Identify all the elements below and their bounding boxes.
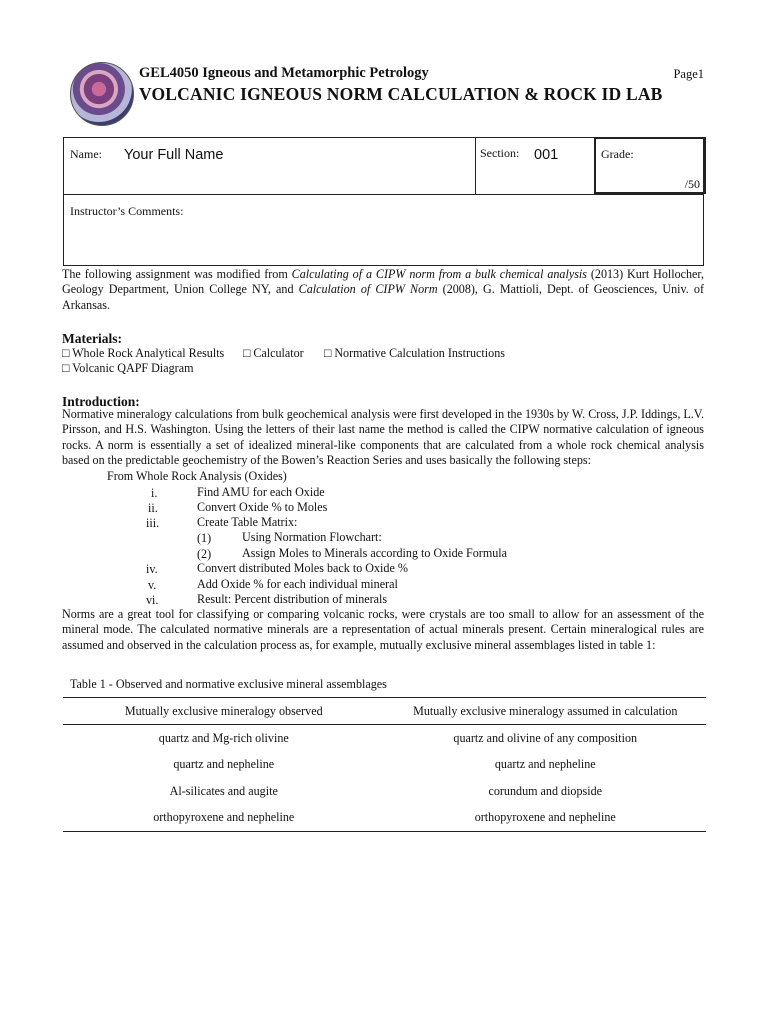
section-label: Section: — [480, 146, 520, 160]
introduction-heading: Introduction: — [62, 394, 140, 409]
step-number: (1) — [197, 531, 212, 545]
step-text: Find AMU for each Oxide — [197, 485, 325, 499]
table-caption: Table 1 - Observed and normative exclusive mineral assemblages — [70, 677, 387, 691]
step-number: iii. — [146, 516, 160, 530]
credit-text: (2008), G. Mattioli, Dept. of Geosciences, Univ. of Arkansas. — [62, 282, 704, 312]
table-header-row — [63, 698, 706, 725]
table-header: Mutually exclusive mineralogy observed — [63, 698, 385, 725]
step-text: Convert Oxide % to Moles — [197, 500, 328, 514]
step-number: v. — [148, 578, 157, 592]
step-text: Convert distributed Moles back to Oxide % — [197, 561, 408, 575]
info-divider — [64, 194, 703, 195]
introduction-paragraph: Normative mineralogy calculations from bulk geochemical analysis were first developed in the 1930s by W. Cross, J.P. Iddings, L.V. Pirsson, and H.S. Washington. Using the letters of their last name the method is called the CIPW normative calculation of igneous rocks. A norm is essentially a set of idealized mineral-like components that are calculated from a whole rock chemical analysis based on the predictable geochemistry of the Bowen’s Reaction Series and uses basically the following steps: — [62, 407, 704, 467]
material-item: □ Volcanic QAPF Diagram — [62, 361, 194, 375]
name-label: Name: — [70, 147, 102, 161]
table-row — [63, 778, 706, 805]
material-item: □ Calculator — [243, 346, 304, 360]
table-cell: quartz and olivine of any composition — [453, 730, 638, 745]
lab-title: VOLCANIC IGNEOUS NORM CALCULATION & ROCK ID LAB — [139, 84, 663, 104]
table-cell: quartz and Mg-rich olivine — [158, 730, 289, 745]
credit-source-title: Calculating of a CIPW norm from a bulk chemical analysis — [291, 267, 587, 281]
credit-text: (2013) Kurt Hollocher, Geology Department, Union College NY, and — [62, 267, 704, 297]
credit-source-title: Calculation of CIPW Norm — [298, 282, 438, 297]
table-header: Mutually exclusive mineralogy assumed in calculation — [385, 698, 707, 725]
course-logo — [70, 62, 134, 126]
step-number: (2) — [197, 547, 212, 561]
page-number: Page1 — [673, 67, 704, 81]
step-number: iv. — [146, 562, 158, 576]
material-item: □ Normative Calculation Instructions — [324, 346, 505, 360]
step-text: Create Table Matrix: — [197, 515, 298, 529]
step-number: ii. — [148, 501, 158, 515]
step-text: Result: Percent distribution of minerals — [197, 592, 388, 606]
credit-text: The following assignment was modified from — [62, 267, 292, 281]
table-cell: quartz and nepheline — [494, 757, 596, 772]
step-number: vi. — [146, 593, 159, 607]
grade-box — [594, 137, 706, 194]
exclusive-assemblages-table — [63, 697, 706, 832]
table-row — [63, 752, 706, 779]
instructor-comments-label: Instructor’s Comments: — [70, 204, 184, 218]
table-row — [63, 725, 706, 752]
table-cell: quartz and nepheline — [173, 757, 275, 772]
section-divider — [475, 138, 476, 194]
course-title: GEL4050 Igneous and Metamorphic Petrology — [139, 65, 429, 81]
materials-heading: Materials: — [62, 331, 122, 346]
material-item: □ Whole Rock Analytical Results — [62, 346, 225, 360]
table-cell: orthopyroxene and nepheline — [385, 805, 707, 832]
step-text: Assign Moles to Minerals according to Oxide Formula — [242, 546, 508, 560]
steps-lead: From Whole Rock Analysis (Oxides) — [107, 469, 287, 483]
credit-paragraph — [62, 267, 704, 313]
table-cell: corundum and diopside — [488, 783, 603, 798]
norms-paragraph: Norms are a great tool for classifying or comparing volcanic rocks, were crystals are too small to allow for an assessment of the mineral mode. The calculated normative minerals are a representation of actual minerals present. Certain mineralogical rules are assumed and observed in the calculation process as, for example, mutually exclusive mineral assemblages listed in table 1: — [62, 607, 704, 652]
table-row — [63, 805, 706, 832]
table-cell: orthopyroxene and nepheline — [63, 805, 385, 832]
step-text: Add Oxide % for each individual mineral — [197, 577, 398, 591]
name-field[interactable]: Your Full Name — [124, 147, 224, 163]
step-text: Using Normation Flowchart: — [242, 530, 382, 544]
table-cell: Al-silicates and augite — [169, 783, 278, 798]
grade-label: Grade: — [601, 147, 634, 161]
student-info-box — [63, 137, 704, 266]
section-field[interactable]: 001 — [534, 147, 559, 163]
grade-total: /50 — [684, 177, 700, 191]
step-number: i. — [151, 486, 158, 500]
